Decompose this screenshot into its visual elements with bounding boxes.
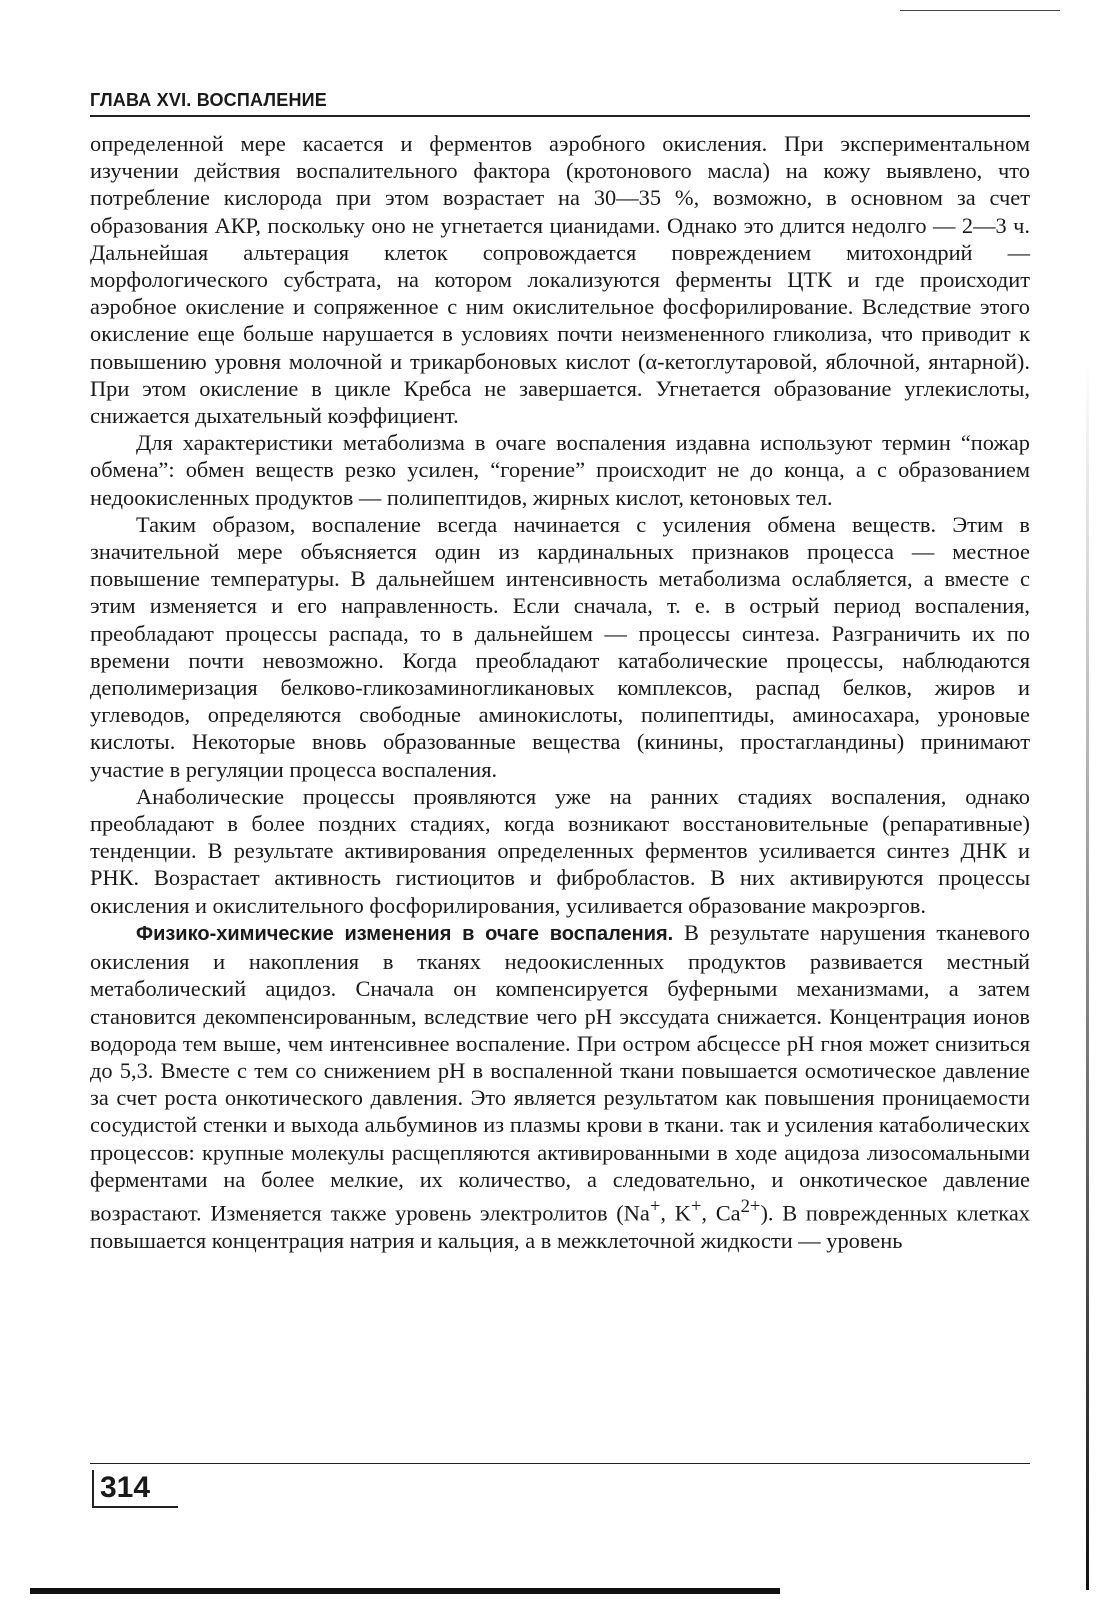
- section-text: ). В поврежденных клетках повышается концентрация натрия и кальция, а в межклеточной жидкости — уровень: [90, 1200, 1030, 1253]
- paragraph: Анаболические процессы проявляются уже на ранних стадиях воспаления, однако преобладают в более поздних стадиях, когда возникают восстановительные (репаративные) тенденции. В результате активирования определенных ферментов усиливается синтез ДНК и РНК. Возрастает активность гистиоцитов и фибробластов. В них активируются процессы окисления и окислительного фосфорилирования, усиливается образование макроэргов.: [90, 783, 1030, 918]
- section-text: В результате нарушения тканевого окисления и накопления в тканях недоокисленных продуктов развивается местный метаболический ацидоз. Сначала он компенсируется буферными механизмами, а затем становится декомпенсированным, вследствие чего pH экссудата снижается. Концентрация ионов водорода тем выше, чем интенсивнее воспаление. При остром абсцессе pH гноя может снизиться до 5,3. Вместе с тем со снижением pH в воспаленной ткани повышается осмотическое давление за счет роста онкотического давления. Это является результатом как повышения проницаемости сосудистой стенки и выхода альбуминов из плазмы крови в ткани. так и усиления катаболических процессов: крупные молекулы расщепляются активированными в ходе ацидоза лизосомальными ферментами на более мелкие, их количество, а следовательно, и онкотическое давление возрастают. Изменяется также уровень электролитов (Na: [90, 919, 1030, 1226]
- paragraph: определенной мере касается и ферментов аэробного окисления. При экспериментальном изучении действия воспалительного фактора (кротонового масла) на кожу выявлено, что потребление кислорода при этом возрастает на 30—35 %, возможно, в основном за счет образования АКР, поскольку оно не угнетается цианидами. Однако это длится недолго — 2—3 ч. Дальнейшая альтерация клеток сопровождается повреждением митохондрий — морфологического субстрата, на котором локализуются ферменты ЦТК и где происходит аэробное окисление и сопряженное с ним окислительное фосфорилирование. Вследствие этого окисление еще больше нарушается в условиях почти неизмененного гликолиза, что приводит к повышению уровня молочной и трикарбоновых кислот (α-кетоглутаровой, яблочной, янтарной). При этом окисление в цикле Кребса не завершается. Угнетается образование углекислоты, снижается дыхательный коэффициент.: [90, 131, 1030, 429]
- paragraph: Для характеристики метаболизма в очаге воспаления издавна используют термин “пожар обмена”: обмен веществ резко усилен, “горение” происходит не до конца, а с образованием недоокисленных продуктов — полипептидов, жирных кислот, кетоновых тел.: [90, 430, 1030, 510]
- footer-rule: [90, 1463, 1030, 1464]
- running-head: [90, 90, 1030, 117]
- page-number: [92, 1470, 178, 1508]
- section-text: , K: [660, 1200, 691, 1226]
- superscript: +: [649, 1195, 661, 1217]
- scan-edge-shadow: [1086, 360, 1089, 1590]
- paragraph: Таким образом, воспаление всегда начинается с усиления обмена веществ. Этим в значительной мере объясняется один из кардинальных признаков процесса — местное повышение температуры. В дальнейшем интенсивность метаболизма ослабляется, а вместе с этим изменяется и его направленность. Если сначала, т. е. в острый период воспаления, преобладают процессы распада, то в дальнейшем — процессы синтеза. Разграничить их по времени почти невозможно. Когда преобладают катаболические процессы, наблюдаются деполимеризация белково-гликозаминогликановых комплексов, распад белков, жиров и углеводов, определяются свободные аминокислоты, полипептиды, аминосахара, уроновые кислоты. Некоторые вновь образованные вещества (кинины, простагландины) принимают участие в регуляции процесса воспаления.: [90, 511, 1030, 782]
- chapter-title: ГЛАВА XVI. ВОСПАЛЕНИЕ: [90, 90, 327, 110]
- section-heading: Физико-химические изменения в очаге воспаления.: [136, 922, 674, 945]
- page-number-text: 314: [100, 1471, 151, 1504]
- superscript: 2+: [740, 1195, 761, 1217]
- superscript: +: [690, 1195, 702, 1217]
- page-body: [90, 130, 1030, 1254]
- section-text: , Ca: [701, 1200, 741, 1226]
- section-paragraph: [90, 919, 1030, 1254]
- top-edge-rule: [900, 10, 1060, 11]
- scan-bottom-edge: [30, 1588, 780, 1594]
